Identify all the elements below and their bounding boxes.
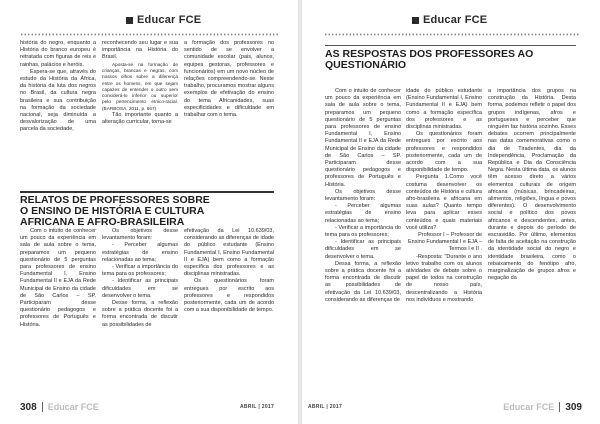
paragraph: Os questionários foram entregues por escrito aos professores e respondidos posteriormente, cada um de acordo com a sua disponibilidade de tempo. [184, 278, 274, 314]
citation-quote: Aposta-se na formação de crianças, brancas e negras, com nossos olhos sobre a diferença entre os homens, em que sejam capazes de entender o outro sem considerá-lo inferior ou superior pelo pertencimento étnico-racial. (BARBOSA, 2011, p. 667) [102, 61, 178, 111]
paragraph: Com o intuito de conhecer um pouco da experiência em sala de aula sobre o tema, preparamos um pequeno questionário de 5 perguntas para professores de ensino Fundamental I, Ensino Fundamental II e EJA da Rede Municipal de Ensino da cidade de São Carlos – SP. Participaram desse questionário pedagogos e professores de Português e História. [20, 228, 96, 328]
paragraph: - Identificar as principais dificuldades em se desenvolver o tema. [325, 239, 401, 260]
paragraph: Os objetivos desse levantamento foram: [325, 188, 401, 203]
paragraph: - Verificar a importância do tema para os professores; [102, 264, 178, 278]
left-magazine-header [126, 14, 201, 26]
left-top-column-3 [184, 40, 274, 119]
dotted-divider [324, 33, 580, 36]
section-title: AS RESPOSTAS DOS PROFESSORES AO QUESTIONÁRIO [325, 48, 534, 71]
paragraph: história do negro, enquanto a História do branco europeu é retratada com figuras de reis e rainhas, palácios e heróis. [20, 40, 96, 68]
left-top-column-1 [20, 40, 96, 134]
left-footer [20, 400, 99, 414]
right-column-1 [325, 88, 401, 304]
header-square-icon [126, 17, 133, 24]
paragraph: Desse forma, a reflexão sobre a prática docente foi a forma encontrada de discutir as possibilidades de [102, 300, 178, 328]
header-square-icon [412, 17, 419, 24]
question: Pergunta 1.Como você costuma desenvolver os conteúdos de História e cultura afro-brasileira e africana em suas aulas? Quanto tempo leva para aplicar esses conteúdos e quais materiais você utiliza? [406, 174, 482, 231]
paragraph: - Perceber algumas estratégias de ensino relacionadas ao tema; [325, 203, 401, 224]
page-number: 308 [20, 401, 37, 413]
paragraph: Tão importante quanto a alteração curricular, torna-se [102, 111, 178, 126]
section-rule [20, 191, 274, 193]
magazine-name: Educar FCE [137, 14, 202, 26]
paragraph: idade do público estudante (Ensino Fundamental I, Ensino Fundamental II e EJA) bem como a formação específica dos professores e as disciplinas ministradas. [406, 88, 482, 131]
paragraph: - Perceber algumas estratégias de ensino relacionadas ao tema; [102, 242, 178, 263]
left-page [0, 0, 298, 424]
paragraph: a importância dos grupos na construção da História. Desta forma, podemos refletir o papel dos grupos indígenas, afros e portugueses e perceber que ninguém faz história sozinho. Esses debates ocorrem principalmente nas datas comemorativas como o dia de Tiradentes, dia da Independência, Proclamação da República e Dia da Consciência Negra. Nesta última data, os alunos têm acesso direto a vários elementos culturais de origem africana (músicas, brincadeiras, alimentos, religiões, língua e povos diferentes). O desenvolvimento social e político dos povos africanos e descendentes, antes, durante e depois do período de escravidão. Por último, elementos de falta de aceitação na construção da identidade social do negro e identidade brasileira, como o rebaixamento do fenótipo afro, marginalização de grupos afros e negação da [488, 88, 576, 282]
right-column-2 [406, 88, 482, 304]
paragraph: Com o intuito de conhecer um pouco da experiência em sala de aula sobre o tema, preparamos um pequeno questionário de 5 perguntas para professores de ensino Fundamental I, Ensino Fundamental II e EJA da Rede Municipal de Ensino da cidade de São Carlos – SP. Participaram desse questionário pedagogos e professores de Português e História. [325, 88, 401, 188]
left-bottom-column-2 [102, 228, 178, 329]
left-bottom-column-3 [184, 228, 274, 314]
section-title: RELATOS DE PROFESSORES SOBRE O ENSINO DE HISTÓRIA E CULTURA AFRICANA E AFRO-BRASILEIRA [20, 194, 210, 228]
respondent-label: Professor I – Professor de Ensino Fundamental I e EJA – Termos I e II . [408, 232, 482, 253]
paragraph: Espera-se que, através do estudo da História da África, da história da luta dos negros no Brasil, da cultura negra brasileira e sua contribuição na formação da sociedade nacional, seja diminuída a desvalorização de uma parcela da sociedade, [20, 68, 96, 133]
paragraph: - Verificar a importância do tema para os professores; [325, 224, 401, 239]
footer-divider [42, 402, 43, 412]
dotted-divider [20, 33, 280, 36]
answer: -Resposta: "Durante o ano letivo trabalho com os alunos atividades de debate sobre o papel de todos na construção de nosso país, descentralizando a História nos indivíduos e mostrando [406, 253, 482, 303]
paragraph: efetivação da Lei 10.639/03, considerando as diferenças de idade do público estudante (Ensino Fundamental I, Ensino Fundamental II e EJA) bem como a formação específica dos professores e as disciplinas ministradas. [184, 228, 274, 278]
paragraph: - Identificar as principais dificuldades em se desenvolver o tema. [102, 278, 178, 299]
section-rule [325, 45, 576, 46]
left-top-column-2 [102, 40, 178, 126]
footer-divider [559, 402, 560, 412]
paragraph: reconhecendo seu lugar e sua importância na História do Brasil. [102, 40, 178, 61]
footer-date: ABRIL | 2017 [240, 404, 275, 410]
magazine-name: Educar FCE [423, 14, 488, 26]
right-column-3 [488, 88, 576, 282]
paragraph: Dessa forma, a reflexão sobre a prática docente foi a forma encontrada de discutir as possibilidades de efetivação da Lei 10.639/03, considerando as diferenças de [325, 260, 401, 303]
paragraph: a formação dos professores no sentido de se envolver a comunidade escolar (pais, alunos, equipes gestoras, professores e funcionários) em um novo núcleo de relações compreendendo-se. Neste trabalho, procuramos mostrar alguns exemplos de efetivação do ensino do tema Africanidades, suas especificidades e dificuldade em trabalhar com o tema. [184, 40, 274, 119]
paragraph: Os objetivos desse levantamento foram: [102, 228, 178, 242]
page-number: 309 [565, 401, 582, 413]
paragraph: Os questionários foram entregues por escrito aos professores e respondidos posteriormente, cada um de acordo com a sua disponibilidade de tempo. [406, 131, 482, 174]
left-bottom-column-1 [20, 228, 96, 329]
footer-date: ABRIL | 2017 [308, 404, 343, 410]
right-page [302, 0, 600, 424]
right-footer [503, 400, 582, 414]
right-magazine-header [412, 14, 487, 26]
footer-magazine-name: Educar FCE [503, 402, 555, 412]
footer-magazine-name: Educar FCE [47, 402, 99, 412]
